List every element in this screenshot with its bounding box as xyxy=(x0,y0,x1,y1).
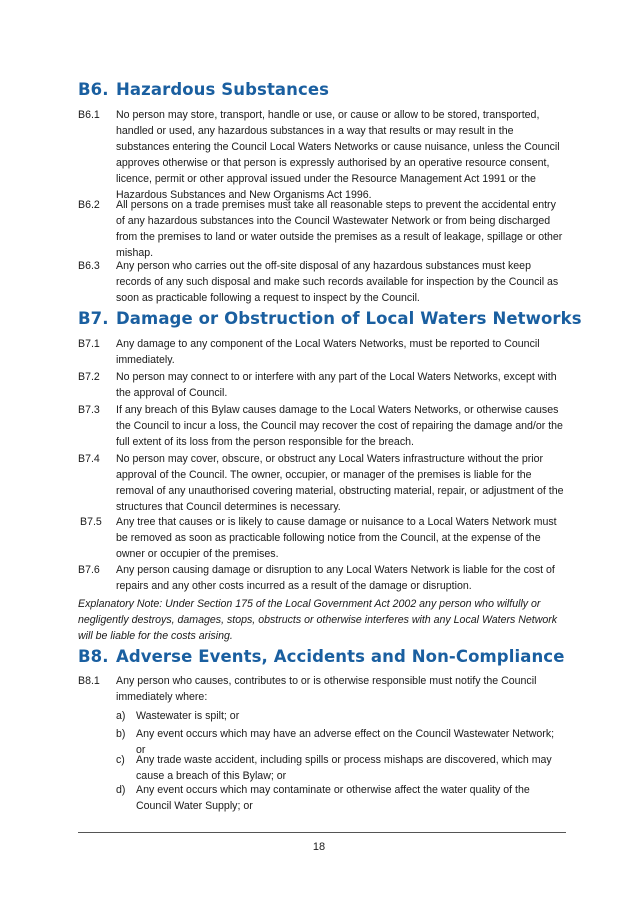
clause-text: Any person who carries out the off-site disposal of any hazardous substances must keep records of any such disposal and make such records available for inspection by the Council as soon as practicable following a request to inspect by the Council. xyxy=(116,260,559,304)
clause-number: B7.2 xyxy=(78,371,100,383)
clause-b6-3 xyxy=(78,258,564,306)
list-item-text: Wastewater is spilt; or xyxy=(136,710,240,722)
clause-number: B7.4 xyxy=(78,453,100,465)
clause-text: No person may connect to or interfere with any part of the Local Waters Networks, except with the approval of Council. xyxy=(116,371,557,399)
list-item-label: a) xyxy=(116,710,126,722)
section-heading-b7 xyxy=(78,309,582,328)
section-title: Hazardous Substances xyxy=(116,80,330,99)
list-item-text: Any event occurs which may contaminate or otherwise affect the water quality of the Council Water Supply; or xyxy=(136,784,530,812)
section-heading-b6 xyxy=(78,80,329,99)
clause-number: B6.1 xyxy=(78,109,100,121)
list-item-label: b) xyxy=(116,728,126,740)
clause-number: B7.6 xyxy=(78,564,100,576)
clause-b7-4 xyxy=(78,451,564,515)
clause-b7-3 xyxy=(78,402,564,450)
list-item-a xyxy=(116,708,566,724)
list-item-text: Any trade waste accident, including spills or process mishaps are discovered, which may cause a breach of this Bylaw; or xyxy=(136,754,552,782)
list-item-text: Any event occurs which may have an adverse effect on the Council Wastewater Network; or xyxy=(136,728,555,756)
footer-divider xyxy=(78,832,566,833)
clause-b6-1 xyxy=(78,107,564,203)
clause-b7-6 xyxy=(78,562,564,594)
clause-number: B7.5 xyxy=(80,516,102,528)
clause-text: Any damage to any component of the Local Waters Networks, must be reported to Council immediately. xyxy=(116,338,540,366)
list-item-label: d) xyxy=(116,784,126,796)
clause-text: Any person causing damage or disruption to any Local Waters Network is liable for the cost of repairs and any other costs incurred as a result of the damage or disruption. xyxy=(116,564,555,592)
clause-number: B6.3 xyxy=(78,260,100,272)
section-number: B8. xyxy=(78,647,109,666)
clause-b8-1 xyxy=(78,673,564,705)
section-title: Adverse Events, Accidents and Non-Compliance xyxy=(116,647,565,666)
list-item-c xyxy=(116,752,566,784)
list-item-d xyxy=(116,782,566,814)
section-heading-b8 xyxy=(78,647,564,666)
clause-b7-1 xyxy=(78,336,564,368)
clause-number: B7.3 xyxy=(78,404,100,416)
clause-number: B7.1 xyxy=(78,338,100,350)
clause-b7-5 xyxy=(78,514,564,562)
clause-text: Any tree that causes or is likely to cause damage or nuisance to a Local Waters Network must be removed as soon as practicable following notice from the Council, at the expense of the owner or occupier of the premises. xyxy=(116,516,557,560)
clause-number: B8.1 xyxy=(78,675,100,687)
clause-b7-2 xyxy=(78,369,564,401)
section-number: B7. xyxy=(78,309,109,328)
section-number: B6. xyxy=(78,80,109,99)
clause-number: B6.2 xyxy=(78,199,100,211)
section-title: Damage or Obstruction of Local Waters Networks xyxy=(116,309,582,328)
clause-text: All persons on a trade premises must take all reasonable steps to prevent the accidental entry of any hazardous substances into the Council Wastewater Network or from being discharged from the premises to land or water outside the premises as a result of leakage, spillage or other mishap. xyxy=(116,199,563,259)
clause-text: No person may cover, obscure, or obstruct any Local Waters infrastructure without the prior approval of the Council. The owner, occupier, or manager of the premises is liable for the removal of any unauthorised covering material, obstructing material, repair, or adjustment of the structures that Council determines is necessary. xyxy=(116,453,564,513)
explanatory-note: Explanatory Note: Under Section 175 of the Local Government Act 2002 any person who wilfully or negligently destroys, damages, stops, obstructs or otherwise interferes with any Local Waters Network will be liable for the costs arising. xyxy=(78,598,558,642)
page-number: 18 xyxy=(312,841,326,853)
clause-text: If any breach of this Bylaw causes damage to the Local Waters Networks, or otherwise causes the Council to incur a loss, the Council may recover the cost of repairing the damage and/or the full extent of its loss from the person responsible for the breach. xyxy=(116,404,563,448)
clause-b6-2 xyxy=(78,197,564,261)
list-item-label: c) xyxy=(116,754,125,766)
clause-text: No person may store, transport, handle or use, or cause or allow to be stored, transported, handled or used, any hazardous substances in a way that results or may result in the substances entering the Council Local Waters Networks or cause nuisance, unless the Council approves otherwise or that person is expressly authorised by an operative resource consent, licence, permit or other approval issued under the Resource Management Act 1991 or the Hazardous Substances and New Organisms Act 1996. xyxy=(116,109,560,201)
clause-text: Any person who causes, contributes to or is otherwise responsible must notify the Council immediately where: xyxy=(116,675,537,703)
